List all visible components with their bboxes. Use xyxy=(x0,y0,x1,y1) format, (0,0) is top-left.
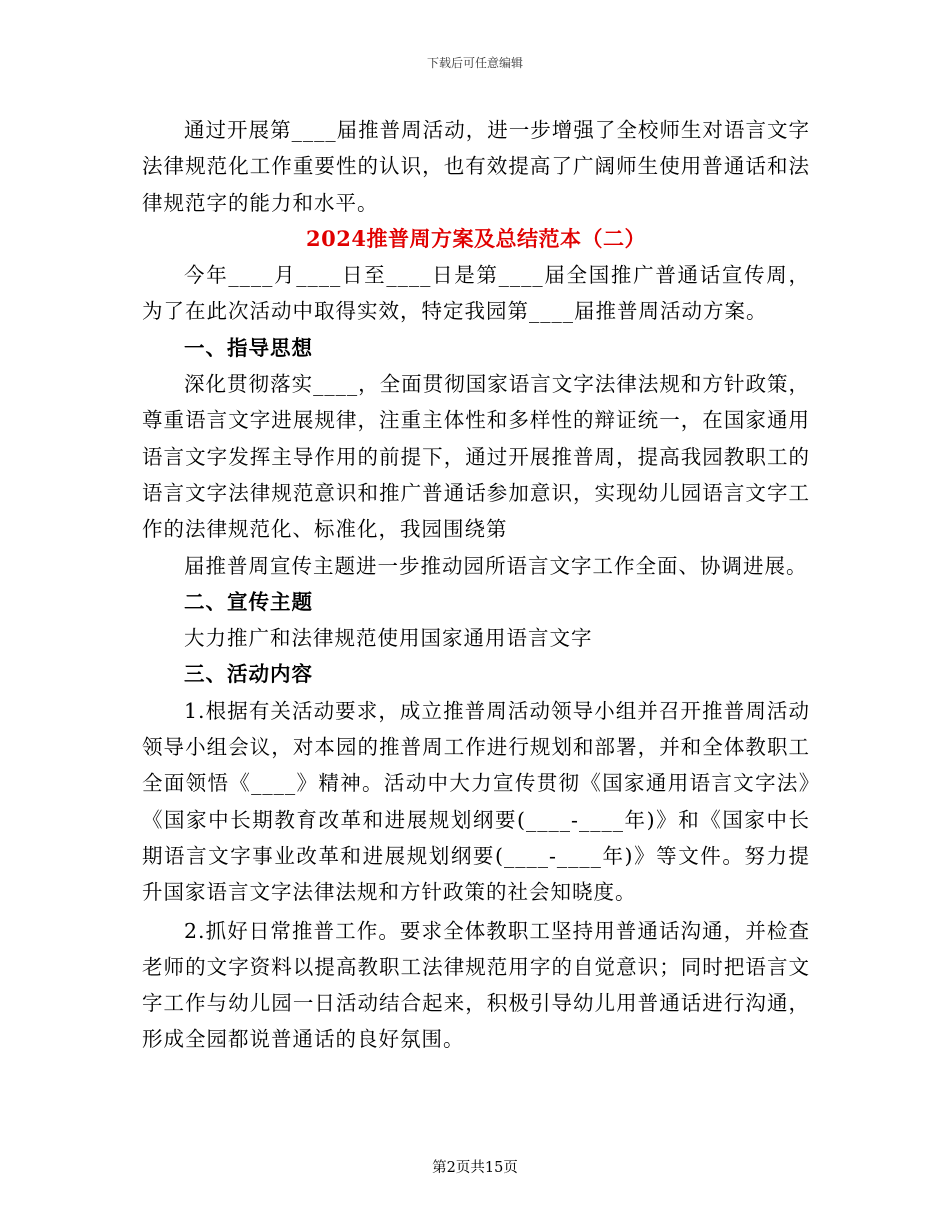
page-header: 下载后可任意编辑 xyxy=(426,56,523,70)
section-heading-guiding-thought: 一、指导思想 xyxy=(184,335,313,360)
document-body xyxy=(142,112,810,1058)
activity-item-1: 1.根据有关活动要求，成立推普周活动领导小组并召开推普周活动领导小组会议，对本园的推普周工作进行规划和部署，并和全体教职工全面领悟《____》精神。活动中大力宣传贯彻《国家通用语言文字法》《国家中长期教育改革和进展规划纲要(____-____年)》和《国家中长期语言文字事业改革和进展规划纲要(____-____年)》等文件。努力提升国家语言文字法律法规和方针政策的社会知晓度。 xyxy=(142,698,810,905)
document-title: 2024推普周方案及总结范本（二） xyxy=(306,225,646,251)
section-paragraph: 大力推广和法律规范使用国家通用语言文字 xyxy=(184,626,593,651)
section-paragraph: 届推普周宣传主题进一步推动园所语言文字工作全面、协调进展。 xyxy=(184,553,808,578)
page-number: 第2页共15页 xyxy=(432,1160,518,1176)
opening-paragraph: 今年____月____日至____日是第____届全国推广普通话宣传周，为了在此次活动中取得实效，特定我园第____届推普周活动方案。 xyxy=(142,263,810,324)
intro-paragraph: 通过开展第____届推普周活动，进一步增强了全校师生对语言文字法律规范化工作重要性的认识，也有效提高了广阔师生使用普通话和法律规范字的能力和水平。 xyxy=(142,118,810,215)
section-paragraph: 深化贯彻落实____，全面贯彻国家语言文字法律法规和方针政策，尊重语言文字进展规律，注重主体性和多样性的辩证统一，在国家通用语言文字发挥主导作用的前提下，通过开展推普周，提高我园教职工的语言文字法律规范意识和推广普通话参加意识，实现幼儿园语言文字工作的法律规范化、标准化，我园围绕第 xyxy=(142,372,810,542)
section-heading-activities: 三、活动内容 xyxy=(184,662,313,687)
section-heading-theme: 二、宣传主题 xyxy=(184,589,313,614)
activity-item-2: 2.抓好日常推普工作。要求全体教职工坚持用普通话沟通，并检查老师的文字资料以提高教职工法律规范用字的自觉意识；同时把语言文字工作与幼儿园一日活动结合起来，积极引导幼儿用普通话进行沟通，形成全园都说普通话的良好氛围。 xyxy=(142,918,810,1052)
